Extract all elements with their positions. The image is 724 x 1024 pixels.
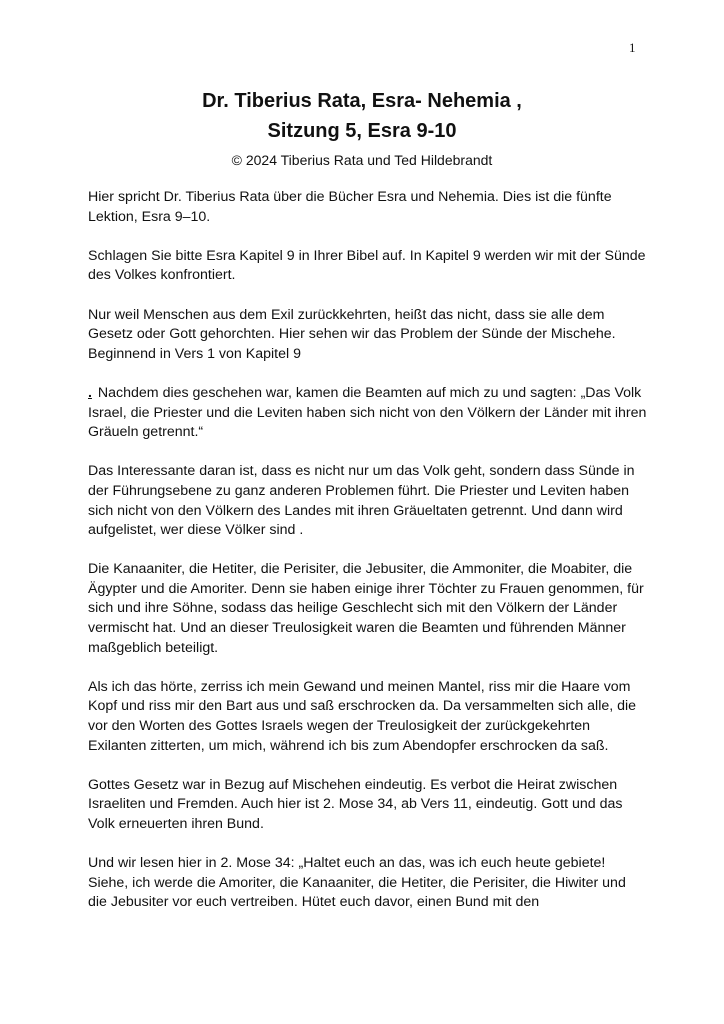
paragraph-text: Schlagen Sie bitte Esra Kapitel 9 in Ihrer Bibel auf. In Kapitel 9 werden wir mit der Sünde des Volkes konfrontiert. xyxy=(88,247,646,284)
paragraph-text: Gottes Gesetz war in Bezug auf Mischehen eindeutig. Es verbot die Heirat zwischen Israeliten und Fremden. Auch hier ist 2. Mose 34, ab Vers 11, eindeutig. Gott und das Volk erneuerten ihren Bund. xyxy=(88,776,623,832)
paragraph-1 xyxy=(88,188,648,227)
paragraph-text: Und wir lesen hier in 2. Mose 34: „Haltet euch an das, was ich euch heute gebiete! Siehe, ich werde die Amoriter, die Kanaaniter, die Hetiter, die Perisiter, die Hiwiter und die Jebusiter vor euch vertreiben. Hütet euch davor, einen Bund mit den xyxy=(88,855,626,911)
body-text xyxy=(88,188,648,933)
paragraph-text: Nachdem dies geschehen war, kamen die Beamten auf mich zu und sagten: „Das Volk Israel, die Priester und die Leviten haben sich nicht von den Völkern der Länder mit ihren Gräueln getrennt.“ xyxy=(88,384,647,441)
paragraph-7 xyxy=(88,678,648,756)
title-block xyxy=(0,86,724,172)
document-title-line-2: Sitzung 5, Esra 9-10 xyxy=(267,120,457,142)
paragraph-marker: . xyxy=(88,384,92,401)
copyright-notice: © 2024 Tiberius Rata und Ted Hildebrandt xyxy=(231,152,493,168)
paragraph-text: Als ich das hörte, zerriss ich mein Gewand und meinen Mantel, riss mir die Haare vom Kopf und riss mir den Bart aus und saß erschrocken da. Da versammelten sich alle, die vor den Worten des Gottes Israels wegen der Treulosigkeit der zurückgekehrten Exilanten zitterten, um mich, während ich bis zum Abendopfer erschrocken da saß. xyxy=(88,678,637,754)
paragraph-6 xyxy=(88,560,648,658)
paragraph-8 xyxy=(88,776,648,835)
paragraph-text: Nur weil Menschen aus dem Exil zurückkehrten, heißt das nicht, dass sie alle dem Gesetz oder Gott gehorchten. Hier sehen wir das Problem der Sünde der Mischehe. Beginnend in Vers 1 von Kapitel 9 xyxy=(88,306,616,362)
paragraph-2 xyxy=(88,247,648,286)
document-title-line-1: Dr. Tiberius Rata, Esra- Nehemia , xyxy=(202,90,522,112)
paragraph-4 xyxy=(88,384,648,443)
page-number: 1 xyxy=(629,40,636,55)
paragraph-5 xyxy=(88,462,648,540)
paragraph-text: Die Kanaaniter, die Hetiter, die Perisiter, die Jebusiter, die Ammoniter, die Moabiter, die Ägypter und die Amoriter. Denn sie haben einige ihrer Töchter zu Frauen genommen, für sich und ihre Söhne, sodass das heilige Geschlecht sich mit den Völkern der Länder vermischt hat. Und an dieser Treulosigkeit waren die Beamten und führenden Männer maßgeblich beteiligt. xyxy=(88,561,644,656)
paragraph-3 xyxy=(88,306,648,365)
paragraph-9 xyxy=(88,854,648,913)
paragraph-text: Hier spricht Dr. Tiberius Rata über die Bücher Esra und Nehemia. Dies ist die fünfte Lektion, Esra 9–10. xyxy=(88,189,612,225)
paragraph-text: Das Interessante daran ist, dass es nicht nur um das Volk geht, sondern dass Sünde in der Führungsebene zu ganz anderen Problemen führt. Die Priester und Leviten haben sich nicht von den Völkern des Landes mit ihren Gräueltaten getrennt. Und dann wird aufgelistet, wer diese Völker sind . xyxy=(88,463,635,539)
